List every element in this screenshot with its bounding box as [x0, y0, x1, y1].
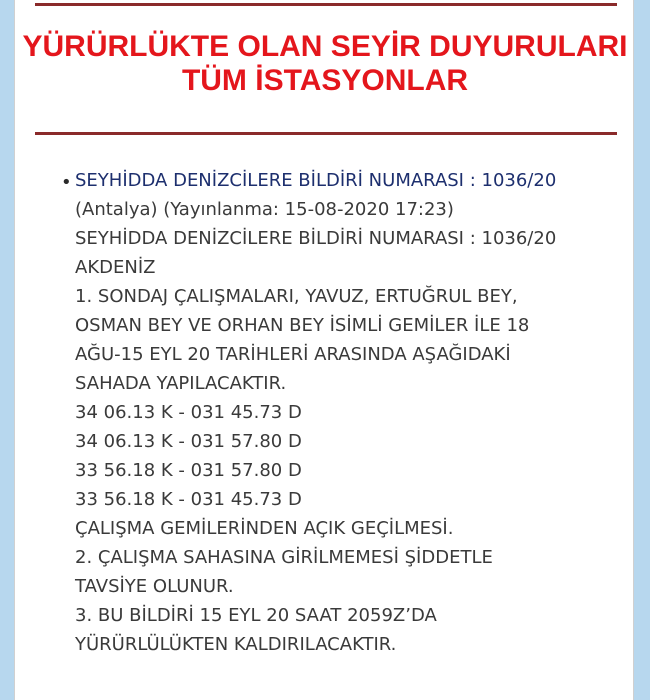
coordinate-line: 34 06.13 K - 031 57.80 D — [75, 431, 302, 452]
page-title-line-1: YÜRÜRLÜKTE OLAN SEYİR DUYURULARI — [22, 30, 628, 63]
notice-line: (Antalya) (Yayınlanma: 15-08-2020 17:23) — [75, 199, 454, 220]
page-title — [15, 30, 635, 98]
coordinate-line: 34 06.13 K - 031 45.73 D — [75, 402, 302, 423]
notice-line: SAHADA YAPILACAKTIR. — [75, 373, 287, 394]
notice-line: ÇALIŞMA GEMİLERİNDEN AÇIK GEÇİLMESİ. — [75, 518, 454, 539]
notice-line: 2. ÇALIŞMA SAHASINA GİRİLMEMESİ ŞİDDETLE — [75, 547, 493, 568]
coordinate-line: 33 56.18 K - 031 57.80 D — [75, 460, 302, 481]
notice-link[interactable]: SEYHİDDA DENİZCİLERE BİLDİRİ NUMARASI : 1036/20 — [75, 170, 557, 191]
top-divider — [35, 3, 617, 6]
notice-line: 3. BU BİLDİRİ 15 EYL 20 SAAT 2059Z’DA — [75, 605, 437, 626]
list-bullet-icon: • — [61, 172, 72, 193]
coordinate-line: 33 56.18 K - 031 45.73 D — [75, 489, 302, 510]
notice-line: AKDENİZ — [75, 257, 156, 278]
notice-line: 1. SONDAJ ÇALIŞMALARI, YAVUZ, ERTUĞRUL BEY, — [75, 286, 518, 307]
notice-line: OSMAN BEY VE ORHAN BEY İSİMLİ GEMİLER İLE 18 — [75, 315, 530, 336]
page-title-line-2: TÜM İSTASYONLAR — [181, 64, 469, 97]
notice-line: AĞU-15 EYL 20 TARİHLERİ ARASINDA AŞAĞIDAKİ — [75, 344, 511, 365]
header-divider — [35, 132, 617, 135]
notice-line: YÜRÜRLÜLÜKTEN KALDIRILACAKTIR. — [75, 634, 397, 655]
notices-panel — [14, 0, 634, 700]
notice-line: SEYHİDDA DENİZCİLERE BİLDİRİ NUMARASI : 1036/20 — [75, 228, 557, 249]
notice-list-item — [75, 166, 615, 659]
notice-line: TAVSİYE OLUNUR. — [75, 576, 234, 597]
